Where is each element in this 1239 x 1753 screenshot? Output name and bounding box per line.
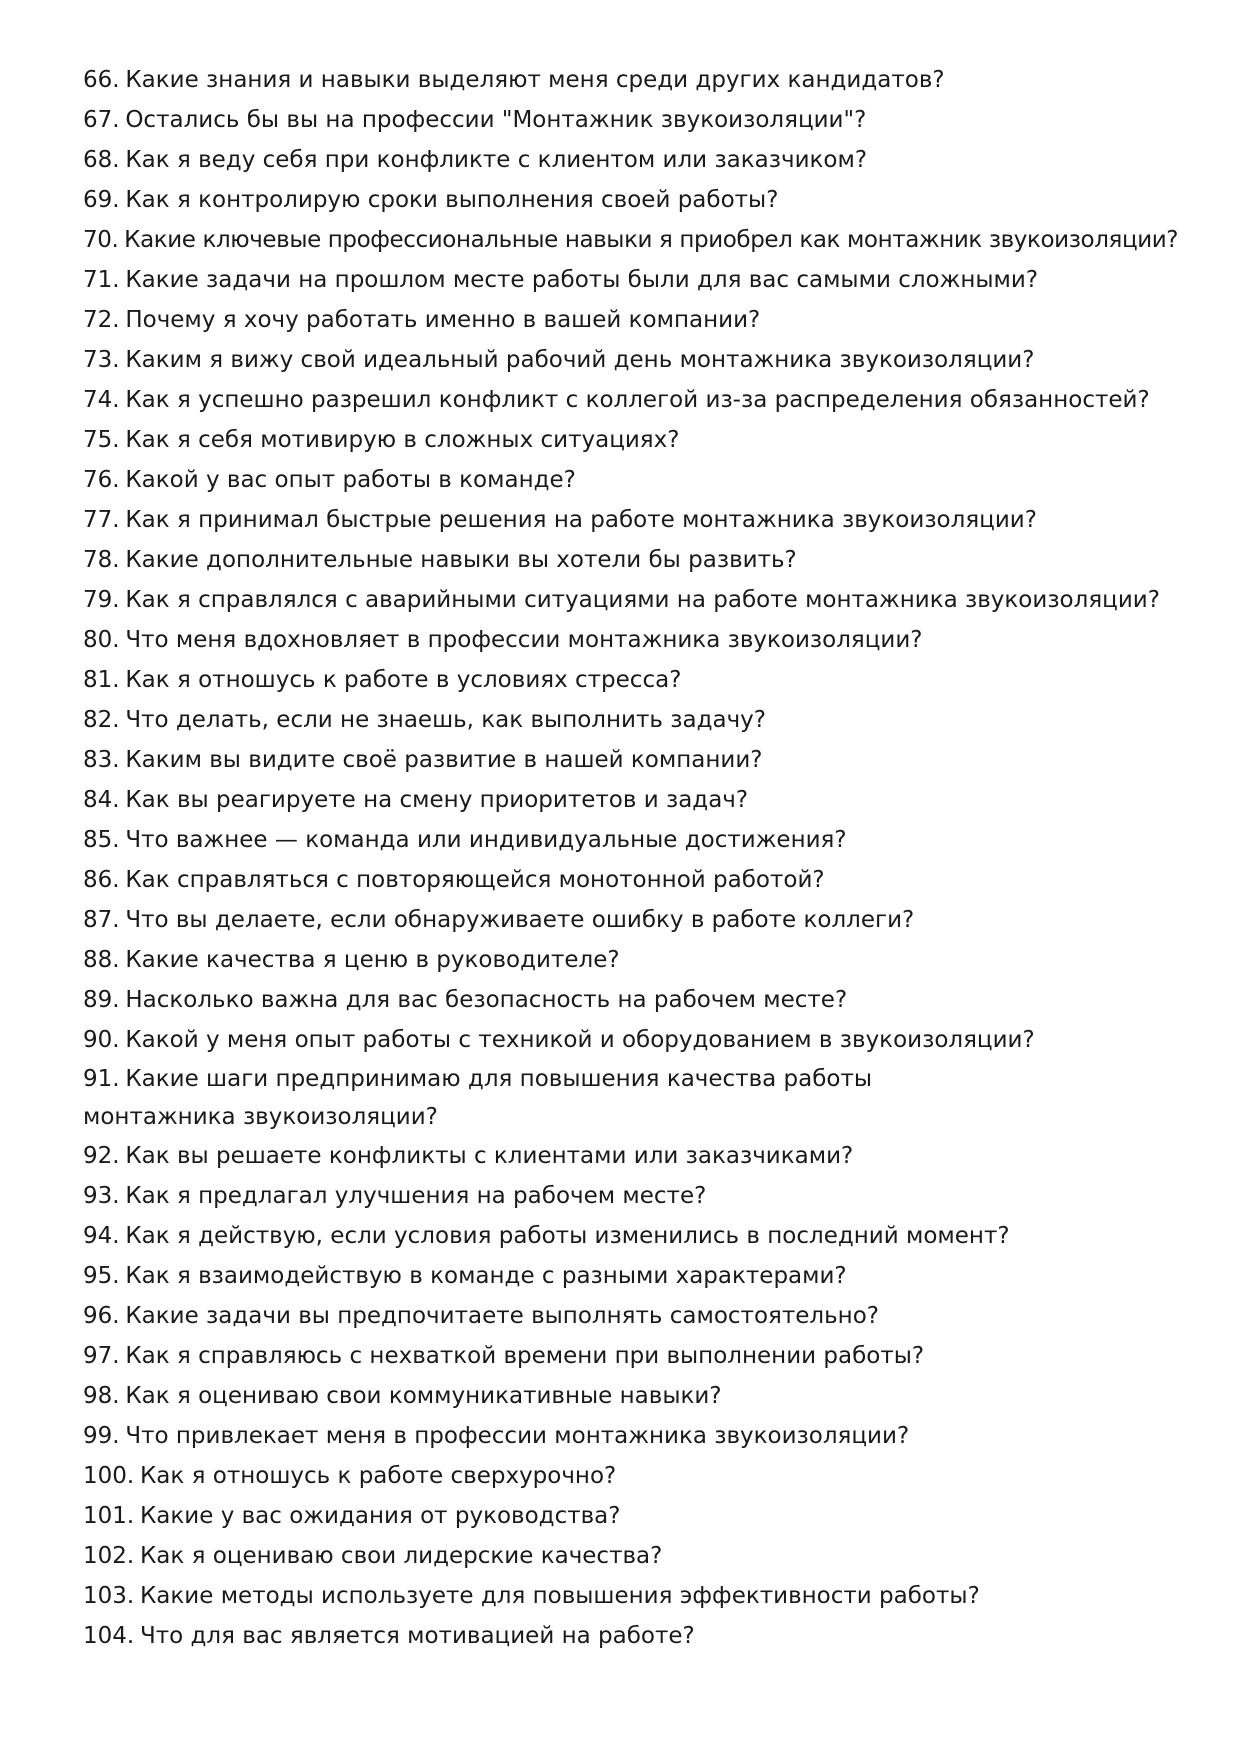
item-number: 85. <box>83 827 120 853</box>
item-number: 101. <box>83 1503 135 1529</box>
list-item <box>83 620 1183 660</box>
item-number: 89. <box>83 987 120 1013</box>
list-item <box>83 140 1183 180</box>
item-text: Какие у вас ожидания от руководства? <box>139 1503 621 1529</box>
item-text: Какие знания и навыки выделяют меня среди других кандидатов? <box>125 67 945 93</box>
item-number: 82. <box>83 707 120 733</box>
item-text: Как я оцениваю свои лидерские качества? <box>139 1543 663 1569</box>
item-text: Как справляться с повторяющейся монотонной работой? <box>125 867 825 893</box>
item-number: 77. <box>83 507 120 533</box>
item-text: Каким вы видите своё развитие в нашей компании? <box>125 747 763 773</box>
list-item <box>83 1416 1183 1456</box>
list-item <box>83 1336 1183 1376</box>
item-number: 99. <box>83 1423 120 1449</box>
item-number: 80. <box>83 627 120 653</box>
item-text: Какие ключевые профессиональные навыки я приобрел как монтажник звукоизоляции? <box>124 227 1179 253</box>
list-item <box>83 1176 1183 1216</box>
item-text: Как я принимал быстрые решения на работе монтажника звукоизоляции? <box>125 507 1037 533</box>
list-item <box>83 260 1183 300</box>
list-item <box>83 580 1183 620</box>
item-text: Как я отношусь к работе сверхурочно? <box>139 1463 617 1489</box>
list-item <box>83 300 1183 340</box>
item-number: 72. <box>83 307 120 333</box>
item-text: Как вы реагируете на смену приоритетов и задач? <box>125 787 749 813</box>
item-text: Как вы решаете конфликты с клиентами или заказчиками? <box>125 1143 854 1169</box>
item-number: 74. <box>83 387 120 413</box>
item-number: 86. <box>83 867 120 893</box>
item-number: 93. <box>83 1183 120 1209</box>
item-text: Какие дополнительные навыки вы хотели бы развить? <box>125 547 797 573</box>
item-number: 70. <box>83 227 119 253</box>
item-text: Как я отношусь к работе в условиях стресса? <box>125 667 682 693</box>
item-number: 87. <box>83 907 120 933</box>
item-text: Какие задачи на прошлом месте работы были для вас самыми сложными? <box>125 267 1039 293</box>
list-item <box>83 820 1183 860</box>
item-number: 96. <box>83 1303 120 1329</box>
item-number: 81. <box>83 667 120 693</box>
list-item <box>83 860 1183 900</box>
item-text: Как я предлагал улучшения на рабочем месте? <box>125 1183 707 1209</box>
item-text: Что для вас является мотивацией на работе? <box>139 1623 695 1649</box>
item-number: 104. <box>83 1623 135 1649</box>
item-text: Что меня вдохновляет в профессии монтажника звукоизоляции? <box>125 627 923 653</box>
item-text: Почему я хочу работать именно в вашей компании? <box>125 307 761 333</box>
item-text: Какие методы используете для повышения эффективности работы? <box>139 1583 980 1609</box>
list-item <box>83 1296 1183 1336</box>
list-item <box>83 60 1183 100</box>
list-item <box>83 460 1183 500</box>
list-item <box>83 900 1183 940</box>
item-number: 67. <box>83 107 120 133</box>
list-item <box>83 780 1183 820</box>
item-text: Как я веду себя при конфликте с клиентом или заказчиком? <box>125 147 868 173</box>
item-text: Что вы делаете, если обнаруживаете ошибку в работе коллеги? <box>125 907 915 933</box>
list-item <box>83 1136 1183 1176</box>
item-number: 88. <box>83 947 120 973</box>
item-text: Какие качества я ценю в руководителе? <box>125 947 620 973</box>
list-item <box>83 1536 1183 1576</box>
item-text: Как я действую, если условия работы изменились в последний момент? <box>125 1223 1010 1249</box>
item-text: Остались бы вы на профессии "Монтажник звукоизоляции"? <box>125 107 867 133</box>
list-item <box>83 100 1183 140</box>
list-item <box>83 340 1183 380</box>
item-text: Что привлекает меня в профессии монтажника звукоизоляции? <box>125 1423 910 1449</box>
list-item <box>83 700 1183 740</box>
item-text: Что делать, если не знаешь, как выполнить задачу? <box>125 707 766 733</box>
item-text: Как я себя мотивирую в сложных ситуациях? <box>125 427 680 453</box>
item-number: 79. <box>83 587 120 613</box>
list-item <box>83 1216 1183 1256</box>
item-text: Каким я вижу свой идеальный рабочий день монтажника звукоизоляции? <box>125 347 1035 373</box>
item-text: Как я контролирую сроки выполнения своей работы? <box>125 187 779 213</box>
item-text: Что важнее — команда или индивидуальные достижения? <box>125 827 847 853</box>
item-number: 71. <box>83 267 120 293</box>
list-item <box>83 660 1183 700</box>
item-number: 66. <box>83 67 120 93</box>
item-number: 91. <box>83 1066 120 1092</box>
item-number: 98. <box>83 1383 120 1409</box>
item-number: 92. <box>83 1143 120 1169</box>
list-item <box>83 1020 1183 1060</box>
list-item <box>83 1616 1183 1656</box>
item-number: 68. <box>83 147 120 173</box>
item-number: 84. <box>83 787 120 813</box>
list-item <box>83 180 1183 220</box>
item-text: Как я справлялся с аварийными ситуациями на работе монтажника звукоизоляции? <box>125 587 1160 613</box>
list-item <box>83 420 1183 460</box>
list-item <box>83 380 1183 420</box>
item-text: Насколько важна для вас безопасность на рабочем месте? <box>125 987 848 1013</box>
item-text: Как я взаимодействую в команде с разными характерами? <box>125 1263 847 1289</box>
item-text: Как я оцениваю свои коммуникативные навыки? <box>125 1383 722 1409</box>
list-item <box>83 1496 1183 1536</box>
item-text: Какие задачи вы предпочитаете выполнять самостоятельно? <box>125 1303 879 1329</box>
item-number: 100. <box>83 1463 135 1489</box>
item-text: Как я справляюсь с нехваткой времени при выполнении работы? <box>125 1343 925 1369</box>
item-number: 102. <box>83 1543 135 1569</box>
item-number: 90. <box>83 1027 120 1053</box>
list-item <box>83 220 1183 260</box>
item-number: 73. <box>83 347 120 373</box>
item-number: 103. <box>83 1583 135 1609</box>
list-item <box>83 980 1183 1020</box>
question-list <box>83 60 1183 1656</box>
item-number: 69. <box>83 187 120 213</box>
item-text: Какой у вас опыт работы в команде? <box>125 467 576 493</box>
list-item <box>83 1060 1003 1136</box>
item-number: 97. <box>83 1343 120 1369</box>
item-number: 78. <box>83 547 120 573</box>
list-item <box>83 740 1183 780</box>
item-number: 95. <box>83 1263 120 1289</box>
item-number: 75. <box>83 427 120 453</box>
list-item <box>83 1576 1183 1616</box>
item-number: 83. <box>83 747 120 773</box>
list-item <box>83 1256 1183 1296</box>
list-item <box>83 940 1183 980</box>
item-number: 94. <box>83 1223 120 1249</box>
list-item <box>83 540 1183 580</box>
list-item <box>83 1376 1183 1416</box>
list-item <box>83 500 1183 540</box>
item-text: Какие шаги предпринимаю для повышения качества работы монтажника звукоизоляции? <box>83 1066 873 1130</box>
item-text: Какой у меня опыт работы с техникой и оборудованием в звукоизоляции? <box>125 1027 1035 1053</box>
list-item <box>83 1456 1183 1496</box>
item-text: Как я успешно разрешил конфликт с коллегой из-за распределения обязанностей? <box>125 387 1150 413</box>
item-number: 76. <box>83 467 120 493</box>
